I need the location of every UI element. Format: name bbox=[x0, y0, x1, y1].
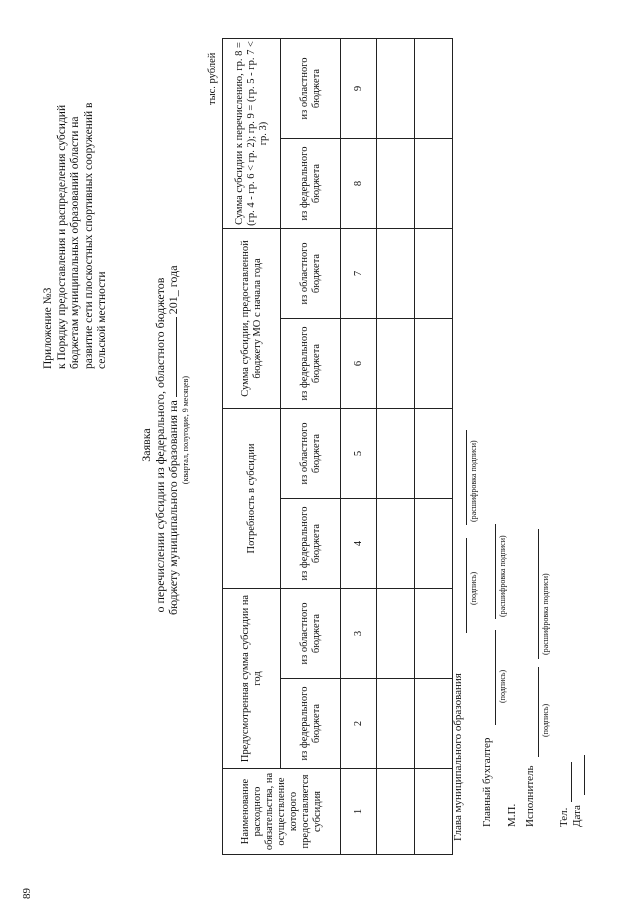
phone-label: Тел. bbox=[558, 807, 570, 827]
column-number: 7 bbox=[341, 228, 377, 318]
phone-line[interactable] bbox=[571, 762, 572, 802]
appendix-line: бюджетам муниципальных образований области на bbox=[69, 116, 81, 369]
unit-label: тыс. рублей bbox=[207, 52, 218, 105]
stamp-label: М.П. bbox=[506, 803, 518, 827]
table-cell[interactable] bbox=[415, 408, 453, 498]
title-heading: Заявка bbox=[139, 428, 153, 462]
table-cell[interactable] bbox=[415, 138, 453, 228]
column-number: 6 bbox=[341, 318, 377, 408]
table-cell[interactable] bbox=[415, 589, 453, 679]
column-number: 4 bbox=[341, 499, 377, 589]
column-number-row bbox=[341, 38, 377, 854]
header-expense-name: Наименование расходного обязательства, на осуществление которого предоставляется субсидия bbox=[223, 769, 341, 855]
table-row bbox=[377, 38, 415, 854]
table-cell[interactable] bbox=[377, 589, 415, 679]
appendix-line: Приложение №3 bbox=[42, 287, 54, 369]
table-row bbox=[415, 38, 453, 854]
accountant-signature-line[interactable] bbox=[495, 630, 496, 725]
subheader-federal: из федерального бюджета bbox=[281, 138, 341, 228]
table-cell[interactable] bbox=[377, 38, 415, 138]
title-line-1: о перечислении субсидии из федерального, областного бюджетов bbox=[152, 277, 167, 613]
period-caption: (квартал, полугодие, 9 месяцев) bbox=[180, 375, 190, 485]
title-line-2: бюджету муниципального образования на 201_ года bbox=[166, 265, 180, 615]
header-provided: Сумма субсидии, предоставленной бюджету МО с начала года bbox=[223, 228, 281, 408]
accountant-label: Главный бухгалтер bbox=[481, 737, 493, 827]
subheader-regional: из областного бюджета bbox=[281, 408, 341, 498]
accountant-decode-caption: (расшифровка подписи) bbox=[498, 535, 507, 617]
head-decode-line[interactable] bbox=[466, 430, 467, 525]
executor-decode-caption: (расшифровка подписи) bbox=[541, 573, 550, 655]
subheader-federal: из федерального бюджета bbox=[281, 318, 341, 408]
column-number: 9 bbox=[341, 38, 377, 138]
subheader-regional: из областного бюджета bbox=[281, 38, 341, 138]
appendix-line: к Порядку предоставления и распределения субсидий bbox=[55, 104, 68, 369]
executor-signature-caption: (подпись) bbox=[541, 703, 550, 737]
header-to-transfer: Сумма субсидии к перечислению, гр. 8 = (гр. 4 - гр. 6 < гр. 2); гр. 9 = (гр. 5 - гр. 7 < гр. 3) bbox=[223, 38, 281, 228]
appendix-block bbox=[42, 39, 110, 369]
column-number: 8 bbox=[341, 138, 377, 228]
table-cell[interactable] bbox=[415, 38, 453, 138]
executor-label: Исполнитель bbox=[524, 765, 536, 827]
column-number: 5 bbox=[341, 408, 377, 498]
date-line[interactable] bbox=[584, 755, 585, 795]
subheader-federal: из федерального бюджета bbox=[281, 679, 341, 769]
table-cell[interactable] bbox=[415, 769, 453, 855]
executor-signature-line[interactable] bbox=[538, 667, 539, 757]
header-need: Потребность в субсидии bbox=[223, 408, 281, 588]
accountant-decode-line[interactable] bbox=[495, 524, 496, 619]
table-cell[interactable] bbox=[415, 318, 453, 408]
executor-decode-line[interactable] bbox=[538, 529, 539, 659]
page-number: 89 bbox=[21, 888, 33, 899]
head-signature-line[interactable] bbox=[466, 538, 467, 633]
head-signature-caption: (подпись) bbox=[469, 571, 478, 605]
appendix-line: сельской местности bbox=[96, 271, 108, 369]
subsidy-table bbox=[222, 38, 453, 855]
subheader-regional: из областного бюджета bbox=[281, 589, 341, 679]
request-title bbox=[139, 265, 190, 615]
header-planned: Предусмотренная сумма субсидии на год bbox=[223, 589, 281, 769]
head-signature-label: Глава муниципального образования bbox=[452, 673, 464, 841]
table-cell[interactable] bbox=[415, 228, 453, 318]
column-number: 1 bbox=[341, 769, 377, 855]
table-cell[interactable] bbox=[415, 499, 453, 589]
title-year: 201_ года bbox=[166, 265, 180, 315]
table-cell[interactable] bbox=[377, 679, 415, 769]
column-number: 3 bbox=[341, 589, 377, 679]
table-cell[interactable] bbox=[377, 138, 415, 228]
subheader-regional: из областного бюджета bbox=[281, 228, 341, 318]
accountant-signature-caption: (подпись) bbox=[498, 669, 507, 703]
table-cell[interactable] bbox=[377, 408, 415, 498]
table-cell[interactable] bbox=[377, 499, 415, 589]
table-cell[interactable] bbox=[415, 679, 453, 769]
date-label: Дата bbox=[571, 805, 583, 827]
table-cell[interactable] bbox=[377, 318, 415, 408]
head-decode-caption: (расшифровка подписи) bbox=[469, 440, 478, 522]
table-cell[interactable] bbox=[377, 228, 415, 318]
column-number: 2 bbox=[341, 679, 377, 769]
subheader-federal: из федерального бюджета bbox=[281, 499, 341, 589]
appendix-line: развитие сети плоскостных спортивных сооружений в bbox=[82, 102, 95, 369]
table-cell[interactable] bbox=[377, 769, 415, 855]
